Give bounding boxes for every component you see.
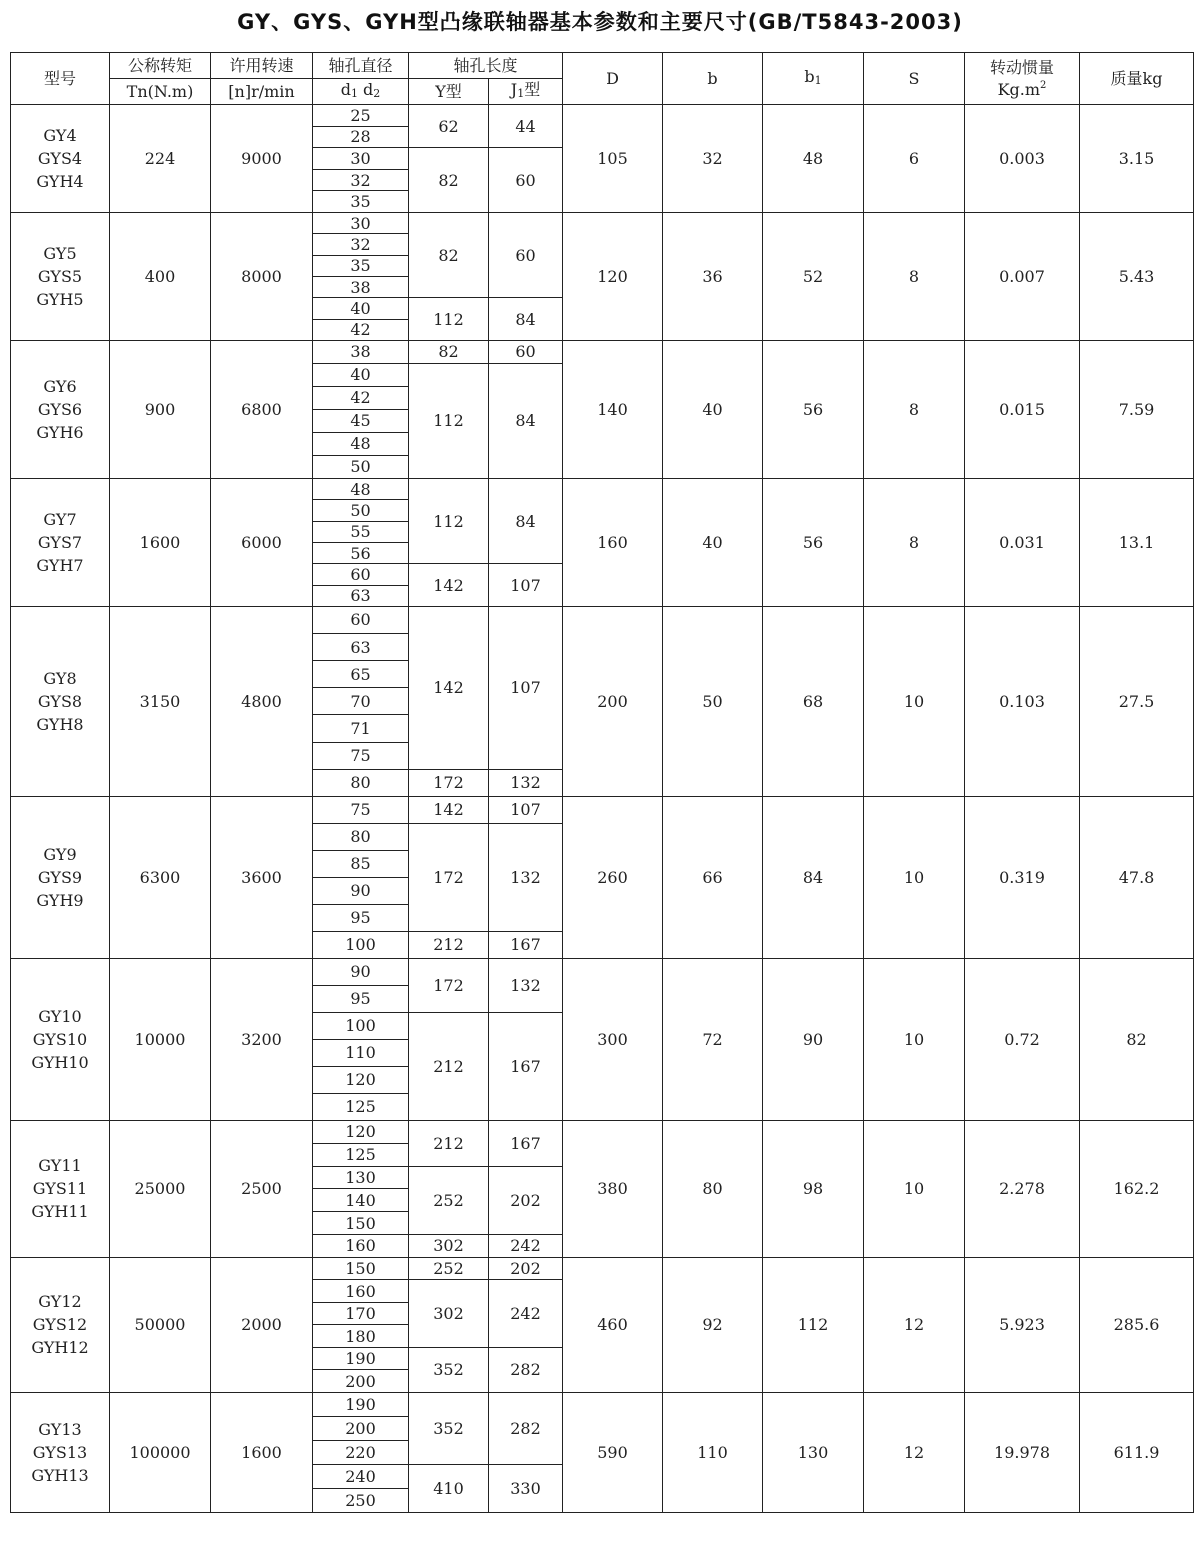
y-length-cell: 352 <box>409 1392 489 1464</box>
model-name: GY11 <box>38 1156 82 1176</box>
bore-diameter-cell: 90 <box>313 877 409 904</box>
bore-diameter-cell: 30 <box>313 148 409 170</box>
j1-length-cell: 202 <box>489 1166 563 1234</box>
speed-cell: 1600 <box>211 1392 313 1512</box>
model-cell <box>11 478 110 606</box>
model-name: GYS4 <box>37 148 83 168</box>
model-name: GYH6 <box>36 422 84 442</box>
bore-diameter-cell: 160 <box>313 1235 409 1258</box>
bore-diameter-cell: 71 <box>313 715 409 742</box>
table-row <box>11 105 1194 127</box>
bore-diameter-cell: 120 <box>313 1066 409 1093</box>
inertia-cell: 0.319 <box>965 796 1080 958</box>
model-name: GYS9 <box>37 867 83 887</box>
bore-diameter-cell: 56 <box>313 542 409 563</box>
j1-length-cell: 242 <box>489 1235 563 1258</box>
j1-length-cell: 167 <box>489 1120 563 1166</box>
b1-cell: 48 <box>763 105 864 213</box>
torque-cell: 6300 <box>110 796 211 958</box>
bore-diameter-cell: 42 <box>313 386 409 409</box>
bore-diameter-cell: 85 <box>313 850 409 877</box>
j1-length-cell: 84 <box>489 298 563 341</box>
b-cell: 80 <box>663 1120 763 1257</box>
bore-diameter-cell: 100 <box>313 1012 409 1039</box>
bore-diameter-cell: 150 <box>313 1257 409 1280</box>
bore-diameter-cell: 60 <box>313 606 409 633</box>
mass-cell: 47.8 <box>1080 796 1194 958</box>
y-length-cell: 212 <box>409 1012 489 1120</box>
header-D: D <box>563 53 663 105</box>
b1-cell: 130 <box>763 1392 864 1512</box>
header-j1-type: J1型 <box>489 79 563 105</box>
S-cell: 10 <box>864 1120 965 1257</box>
y-length-cell: 82 <box>409 212 489 297</box>
y-length-cell: 302 <box>409 1280 489 1348</box>
mass-cell: 611.9 <box>1080 1392 1194 1512</box>
mass-cell: 13.1 <box>1080 478 1194 606</box>
mass-cell: 5.43 <box>1080 212 1194 340</box>
bore-diameter-cell: 63 <box>313 585 409 606</box>
y-length-cell: 172 <box>409 823 489 931</box>
coupling-parameters-table <box>10 52 1194 1513</box>
model-name: GYH11 <box>31 1202 89 1222</box>
model-name: GYH13 <box>31 1465 89 1485</box>
y-length-cell: 252 <box>409 1166 489 1234</box>
bore-diameter-cell: 32 <box>313 234 409 255</box>
j1-length-cell: 330 <box>489 1464 563 1512</box>
header-y-type: Y型 <box>409 79 489 105</box>
S-cell: 10 <box>864 796 965 958</box>
table-row <box>11 958 1194 985</box>
y-length-cell: 352 <box>409 1347 489 1392</box>
b1-cell: 56 <box>763 340 864 478</box>
model-name: GYH10 <box>31 1052 89 1072</box>
speed-cell: 3600 <box>211 796 313 958</box>
b1-cell: 98 <box>763 1120 864 1257</box>
mass-cell: 7.59 <box>1080 340 1194 478</box>
b-cell: 50 <box>663 606 763 796</box>
bore-diameter-cell: 42 <box>313 319 409 340</box>
bore-diameter-cell: 130 <box>313 1166 409 1189</box>
mass-cell: 82 <box>1080 958 1194 1120</box>
model-name: GYH4 <box>36 171 84 191</box>
j1-length-cell: 60 <box>489 148 563 213</box>
y-length-cell: 410 <box>409 1464 489 1512</box>
model-name: GYH8 <box>36 714 84 734</box>
model-cell <box>11 1120 110 1257</box>
model-cell <box>11 1257 110 1392</box>
bore-diameter-cell: 125 <box>313 1093 409 1120</box>
torque-cell: 224 <box>110 105 211 213</box>
bore-diameter-cell: 120 <box>313 1120 409 1143</box>
S-cell: 10 <box>864 958 965 1120</box>
bore-diameter-cell: 38 <box>313 276 409 297</box>
bore-diameter-cell: 50 <box>313 500 409 521</box>
bore-diameter-cell: 35 <box>313 255 409 276</box>
bore-diameter-cell: 48 <box>313 432 409 455</box>
bore-diameter-cell: 65 <box>313 661 409 688</box>
bore-diameter-cell: 80 <box>313 823 409 850</box>
bore-diameter-cell: 45 <box>313 409 409 432</box>
bore-diameter-cell: 190 <box>313 1392 409 1416</box>
j1-length-cell: 60 <box>489 340 563 363</box>
bore-diameter-cell: 35 <box>313 191 409 213</box>
speed-cell: 6000 <box>211 478 313 606</box>
bore-diameter-cell: 200 <box>313 1416 409 1440</box>
y-length-cell: 252 <box>409 1257 489 1280</box>
model-name: GYH12 <box>31 1338 89 1358</box>
b1-cell: 112 <box>763 1257 864 1392</box>
j1-length-cell: 242 <box>489 1280 563 1348</box>
model-cell <box>11 606 110 796</box>
j1-length-cell: 282 <box>489 1347 563 1392</box>
bore-diameter-cell: 80 <box>313 769 409 796</box>
header-speed: 许用转速 <box>211 53 313 79</box>
bore-diameter-cell: 90 <box>313 958 409 985</box>
S-cell: 10 <box>864 606 965 796</box>
model-cell <box>11 212 110 340</box>
inertia-cell: 2.278 <box>965 1120 1080 1257</box>
header-b1: b1 <box>763 53 864 105</box>
bore-diameter-cell: 48 <box>313 478 409 499</box>
speed-cell: 3200 <box>211 958 313 1120</box>
page-title: GY、GYS、GYH型凸缘联轴器基本参数和主要尺寸(GB/T5843-2003) <box>237 10 963 34</box>
b-cell: 66 <box>663 796 763 958</box>
table-row <box>11 796 1194 823</box>
y-length-cell: 112 <box>409 298 489 341</box>
model-name: GY5 <box>43 243 77 263</box>
table-row <box>11 1257 1194 1280</box>
header-d1-d2: d1 d2 <box>313 79 409 105</box>
b1-cell: 90 <box>763 958 864 1120</box>
j1-length-cell: 84 <box>489 478 563 563</box>
S-cell: 8 <box>864 212 965 340</box>
model-cell <box>11 796 110 958</box>
bore-diameter-cell: 180 <box>313 1325 409 1348</box>
torque-cell: 100000 <box>110 1392 211 1512</box>
model-name: GY10 <box>38 1006 82 1026</box>
header-bore-length: 轴孔长度 <box>409 53 563 79</box>
speed-cell: 9000 <box>211 105 313 213</box>
model-name: GYH9 <box>36 890 84 910</box>
b-cell: 110 <box>663 1392 763 1512</box>
D-cell: 105 <box>563 105 663 213</box>
j1-length-cell: 107 <box>489 564 563 607</box>
y-length-cell: 172 <box>409 958 489 1012</box>
header-b: b <box>663 53 763 105</box>
b1-cell: 56 <box>763 478 864 606</box>
b-cell: 40 <box>663 478 763 606</box>
header-mass: 质量kg <box>1080 53 1194 105</box>
j1-length-cell: 132 <box>489 823 563 931</box>
model-cell <box>11 1392 110 1512</box>
bore-diameter-cell: 32 <box>313 169 409 191</box>
model-name: GYH5 <box>36 289 84 309</box>
table-header <box>11 53 1194 105</box>
inertia-cell: 0.103 <box>965 606 1080 796</box>
bore-diameter-cell: 200 <box>313 1370 409 1393</box>
bore-diameter-cell: 25 <box>313 105 409 127</box>
inertia-cell: 0.031 <box>965 478 1080 606</box>
b-cell: 92 <box>663 1257 763 1392</box>
D-cell: 160 <box>563 478 663 606</box>
model-name: GYS7 <box>37 532 83 552</box>
bore-diameter-cell: 70 <box>313 688 409 715</box>
model-name: GY7 <box>43 509 77 529</box>
y-length-cell: 112 <box>409 478 489 563</box>
bore-diameter-cell: 150 <box>313 1212 409 1235</box>
table-row <box>11 478 1194 499</box>
j1-length-cell: 84 <box>489 363 563 478</box>
inertia-cell: 0.015 <box>965 340 1080 478</box>
y-length-cell: 62 <box>409 105 489 148</box>
y-length-cell: 82 <box>409 148 489 213</box>
model-cell <box>11 958 110 1120</box>
header-torque-unit: Tn(N.m) <box>110 79 211 105</box>
y-length-cell: 82 <box>409 340 489 363</box>
bore-diameter-cell: 28 <box>313 126 409 148</box>
j1-length-cell: 44 <box>489 105 563 148</box>
b1-cell: 68 <box>763 606 864 796</box>
torque-cell: 50000 <box>110 1257 211 1392</box>
S-cell: 12 <box>864 1392 965 1512</box>
y-length-cell: 142 <box>409 606 489 769</box>
y-length-cell: 112 <box>409 363 489 478</box>
bore-diameter-cell: 75 <box>313 796 409 823</box>
header-bore-diameter: 轴孔直径 <box>313 53 409 79</box>
y-length-cell: 142 <box>409 796 489 823</box>
model-name: GYS11 <box>32 1179 88 1199</box>
mass-cell: 285.6 <box>1080 1257 1194 1392</box>
D-cell: 590 <box>563 1392 663 1512</box>
header-speed-unit: [n]r/min <box>211 79 313 105</box>
inertia-cell: 5.923 <box>965 1257 1080 1392</box>
inertia-cell: 0.007 <box>965 212 1080 340</box>
table-row <box>11 212 1194 233</box>
model-name: GYS8 <box>37 691 83 711</box>
bore-diameter-cell: 95 <box>313 985 409 1012</box>
torque-cell: 1600 <box>110 478 211 606</box>
bore-diameter-cell: 110 <box>313 1039 409 1066</box>
torque-cell: 10000 <box>110 958 211 1120</box>
bore-diameter-cell: 60 <box>313 564 409 585</box>
j1-length-cell: 60 <box>489 212 563 297</box>
b-cell: 36 <box>663 212 763 340</box>
bore-diameter-cell: 75 <box>313 742 409 769</box>
torque-cell: 400 <box>110 212 211 340</box>
torque-cell: 900 <box>110 340 211 478</box>
b-cell: 32 <box>663 105 763 213</box>
y-length-cell: 172 <box>409 769 489 796</box>
y-length-cell: 302 <box>409 1235 489 1258</box>
y-length-cell: 212 <box>409 1120 489 1166</box>
mass-cell: 27.5 <box>1080 606 1194 796</box>
y-length-cell: 212 <box>409 931 489 958</box>
header-model: 型号 <box>11 53 110 105</box>
speed-cell: 6800 <box>211 340 313 478</box>
D-cell: 140 <box>563 340 663 478</box>
model-cell <box>11 340 110 478</box>
bore-diameter-cell: 55 <box>313 521 409 542</box>
j1-length-cell: 167 <box>489 931 563 958</box>
j1-length-cell: 132 <box>489 769 563 796</box>
table-row <box>11 1120 1194 1143</box>
table-row <box>11 1392 1194 1416</box>
model-name: GYS10 <box>32 1029 88 1049</box>
model-name: GYS12 <box>32 1315 88 1335</box>
bore-diameter-cell: 190 <box>313 1347 409 1370</box>
b1-cell: 52 <box>763 212 864 340</box>
torque-cell: 3150 <box>110 606 211 796</box>
inertia-cell: 0.72 <box>965 958 1080 1120</box>
S-cell: 8 <box>864 478 965 606</box>
b-cell: 40 <box>663 340 763 478</box>
model-cell <box>11 105 110 213</box>
bore-diameter-cell: 250 <box>313 1488 409 1512</box>
model-name: GYS6 <box>37 399 83 419</box>
speed-cell: 4800 <box>211 606 313 796</box>
bore-diameter-cell: 50 <box>313 455 409 478</box>
model-name: GYS13 <box>32 1442 88 1462</box>
j1-length-cell: 107 <box>489 606 563 769</box>
bore-diameter-cell: 140 <box>313 1189 409 1212</box>
bore-diameter-cell: 160 <box>313 1280 409 1303</box>
D-cell: 460 <box>563 1257 663 1392</box>
mass-cell: 162.2 <box>1080 1120 1194 1257</box>
S-cell: 6 <box>864 105 965 213</box>
table-row <box>11 606 1194 633</box>
D-cell: 260 <box>563 796 663 958</box>
j1-length-cell: 282 <box>489 1392 563 1464</box>
header-torque: 公称转矩 <box>110 53 211 79</box>
header-S: S <box>864 53 965 105</box>
bore-diameter-cell: 95 <box>313 904 409 931</box>
header-inertia: 转动惯量 $Kg.m^2$ <box>965 53 1080 105</box>
model-name: GYH7 <box>36 555 84 575</box>
inertia-cell: 0.003 <box>965 105 1080 213</box>
speed-cell: 2500 <box>211 1120 313 1257</box>
y-length-cell: 142 <box>409 564 489 607</box>
b-cell: 72 <box>663 958 763 1120</box>
bore-diameter-cell: 40 <box>313 298 409 319</box>
S-cell: 8 <box>864 340 965 478</box>
j1-length-cell: 107 <box>489 796 563 823</box>
bore-diameter-cell: 125 <box>313 1143 409 1166</box>
model-name: GY13 <box>38 1419 82 1439</box>
bore-diameter-cell: 38 <box>313 340 409 363</box>
j1-length-cell: 202 <box>489 1257 563 1280</box>
model-name: GY4 <box>43 125 77 145</box>
j1-length-cell: 132 <box>489 958 563 1012</box>
D-cell: 300 <box>563 958 663 1120</box>
model-name: GY9 <box>43 844 77 864</box>
bore-diameter-cell: 40 <box>313 363 409 386</box>
model-name: GY12 <box>38 1292 82 1312</box>
bore-diameter-cell: 240 <box>313 1464 409 1488</box>
bore-diameter-cell: 220 <box>313 1440 409 1464</box>
table-body <box>11 105 1194 1513</box>
b1-cell: 84 <box>763 796 864 958</box>
S-cell: 12 <box>864 1257 965 1392</box>
speed-cell: 2000 <box>211 1257 313 1392</box>
model-name: GY6 <box>43 376 77 396</box>
table-row <box>11 340 1194 363</box>
inertia-cell: 19.978 <box>965 1392 1080 1512</box>
bore-diameter-cell: 100 <box>313 931 409 958</box>
j1-length-cell: 167 <box>489 1012 563 1120</box>
D-cell: 380 <box>563 1120 663 1257</box>
torque-cell: 25000 <box>110 1120 211 1257</box>
bore-diameter-cell: 170 <box>313 1302 409 1325</box>
mass-cell: 3.15 <box>1080 105 1194 213</box>
D-cell: 200 <box>563 606 663 796</box>
bore-diameter-cell: 30 <box>313 212 409 233</box>
speed-cell: 8000 <box>211 212 313 340</box>
model-name: GYS5 <box>37 266 83 286</box>
model-name: GY8 <box>43 668 77 688</box>
bore-diameter-cell: 63 <box>313 634 409 661</box>
D-cell: 120 <box>563 212 663 340</box>
